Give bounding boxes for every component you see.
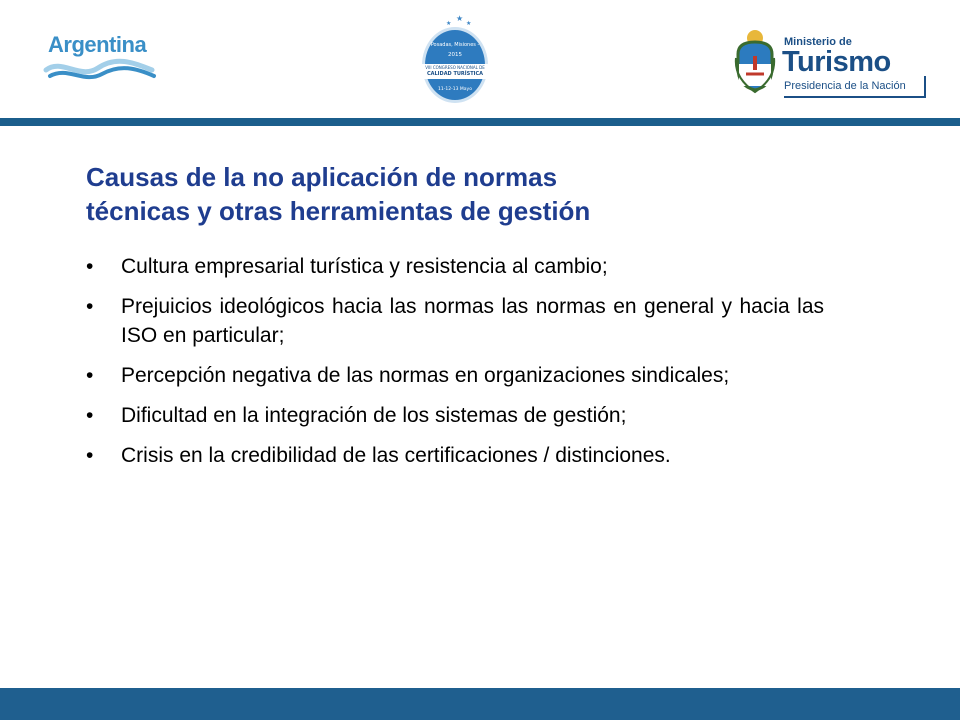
star-icon: ★ xyxy=(446,21,452,27)
bullet-marker: • xyxy=(86,364,94,387)
ministry-name: Turismo xyxy=(782,46,891,78)
congress-event-logo xyxy=(410,12,500,107)
ministry-presidency: Presidencia de la Nación xyxy=(784,80,906,92)
bullet-item xyxy=(86,361,824,390)
bullet-item xyxy=(86,252,824,281)
bullet-item xyxy=(86,441,824,470)
bullet-text: Prejuicios ideológicos hacia las normas las normas en general y hacia las ISO en particular; xyxy=(121,295,824,347)
congress-dates: 11-12-13 Mayo xyxy=(438,87,472,92)
footer-bar xyxy=(0,688,960,720)
star-icon: ★ xyxy=(466,21,472,27)
bullet-list xyxy=(86,252,824,481)
slide-title xyxy=(86,160,886,228)
bullet-text: Cultura empresarial turística y resistencia al cambio; xyxy=(121,255,608,278)
ministry-label: Ministerio de xyxy=(784,36,852,48)
congress-edition: VIII CONGRESO NACIONAL DE xyxy=(425,65,485,70)
bullet-marker: • xyxy=(86,255,94,278)
bullet-item xyxy=(86,401,824,430)
bullet-item xyxy=(86,292,824,350)
bullet-text: Crisis en la credibilidad de las certificaciones / distinciones. xyxy=(121,444,671,467)
bullet-marker: • xyxy=(86,295,94,318)
bullet-marker: • xyxy=(86,444,94,467)
congress-year: 2015 xyxy=(448,52,462,58)
bullet-text: Dificultad en la integración de los sistemas de gestión; xyxy=(121,404,627,427)
argentina-brand-logo xyxy=(40,22,170,92)
star-icon: ★ xyxy=(456,14,464,23)
header xyxy=(0,0,960,120)
bullet-text: Percepción negativa de las normas en organizaciones sindicales; xyxy=(121,364,730,387)
header-divider-bar xyxy=(0,118,960,126)
logo-divider xyxy=(784,96,926,98)
national-coat-of-arms-icon xyxy=(734,28,776,94)
argentina-logo-wordmark: Argentina xyxy=(48,32,147,57)
argentina-wave-icon xyxy=(40,56,160,84)
slide-title-line: Causas de la no aplicación de normas xyxy=(86,162,558,192)
ministerio-turismo-logo xyxy=(706,22,946,102)
congress-seal xyxy=(422,27,488,103)
bullet-marker: • xyxy=(86,404,94,427)
slide-title-line: técnicas y otras herramientas de gestión xyxy=(86,196,591,226)
congress-location: Posadas, Misiones - xyxy=(430,42,480,48)
logo-divider xyxy=(924,76,926,98)
congress-name: CALIDAD TURÍSTICA xyxy=(426,71,484,77)
